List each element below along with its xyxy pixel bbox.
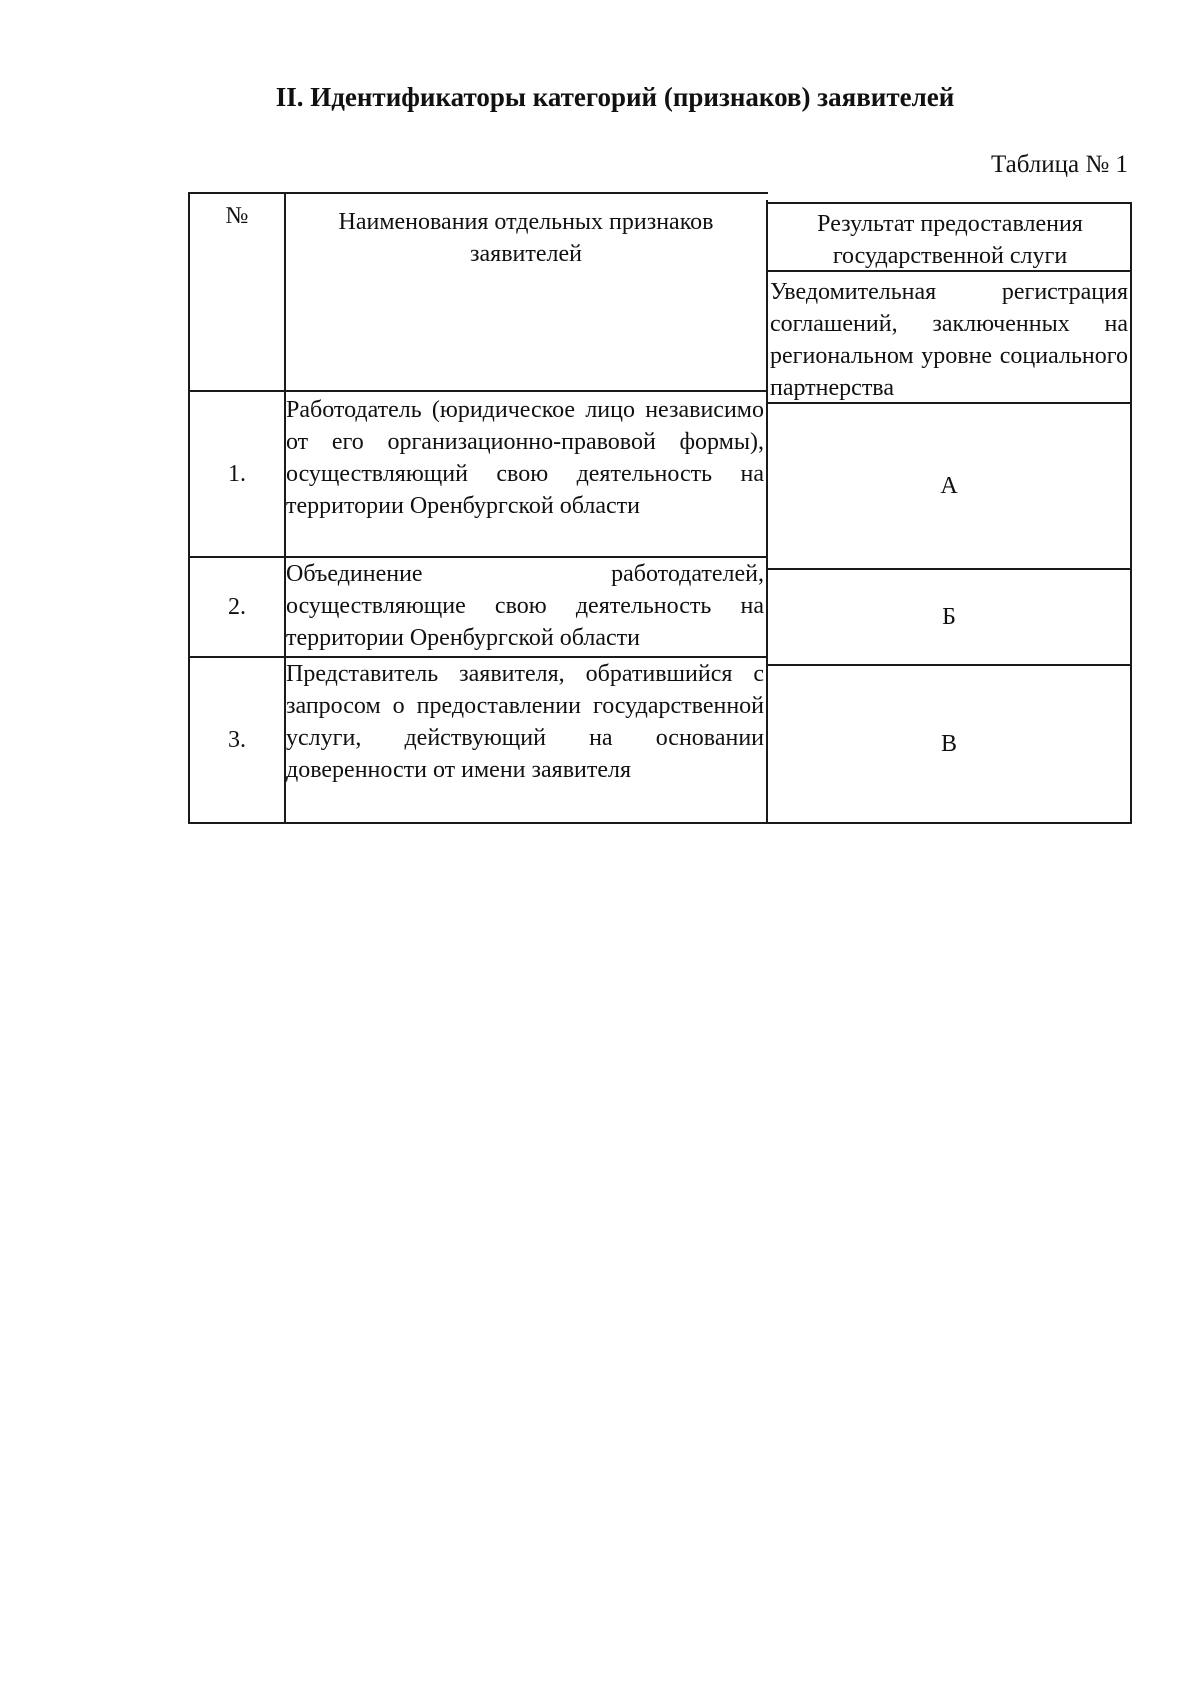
table-border-top-left — [188, 192, 768, 194]
header-number: № — [225, 203, 249, 229]
row-name: Работодатель (юридическое лицо независимо от его организационно-правовой формы), осуществляющий свою деятельность на территории Оренбургской области — [286, 397, 764, 519]
header-result-sub: Уведомительная регистрация соглашений, заключенных на региональном уровне социального партнерства — [770, 279, 1128, 401]
table-border-top-right — [766, 202, 1132, 204]
table-border-right — [1130, 204, 1132, 824]
table-border-bottom — [188, 822, 1132, 824]
table-caption: Таблица № 1 — [990, 151, 1128, 178]
row-result: А — [940, 473, 958, 499]
page-title: II. Идентификаторы категорий (признаков) заявителей — [275, 82, 955, 112]
row-number: 2. — [228, 594, 246, 620]
header-result: Результат предоставления государственной слуги — [817, 211, 1083, 269]
applicant-categories-table — [188, 192, 1132, 824]
row-number: 1. — [228, 461, 246, 487]
header-name: Наименования отдельных признаков заявителей — [338, 209, 714, 267]
row-name: Представитель заявителя, обратившийся с запросом о предоставлении государственной услуги, действующий на основании доверенности от имени заявителя — [286, 661, 764, 783]
row-result: Б — [942, 604, 956, 630]
row-number: 3. — [228, 727, 246, 753]
row-result: В — [940, 731, 957, 757]
row-name: Объединение работодателей, осуществляющие свою деятельность на территории Оренбургской области — [286, 561, 764, 651]
